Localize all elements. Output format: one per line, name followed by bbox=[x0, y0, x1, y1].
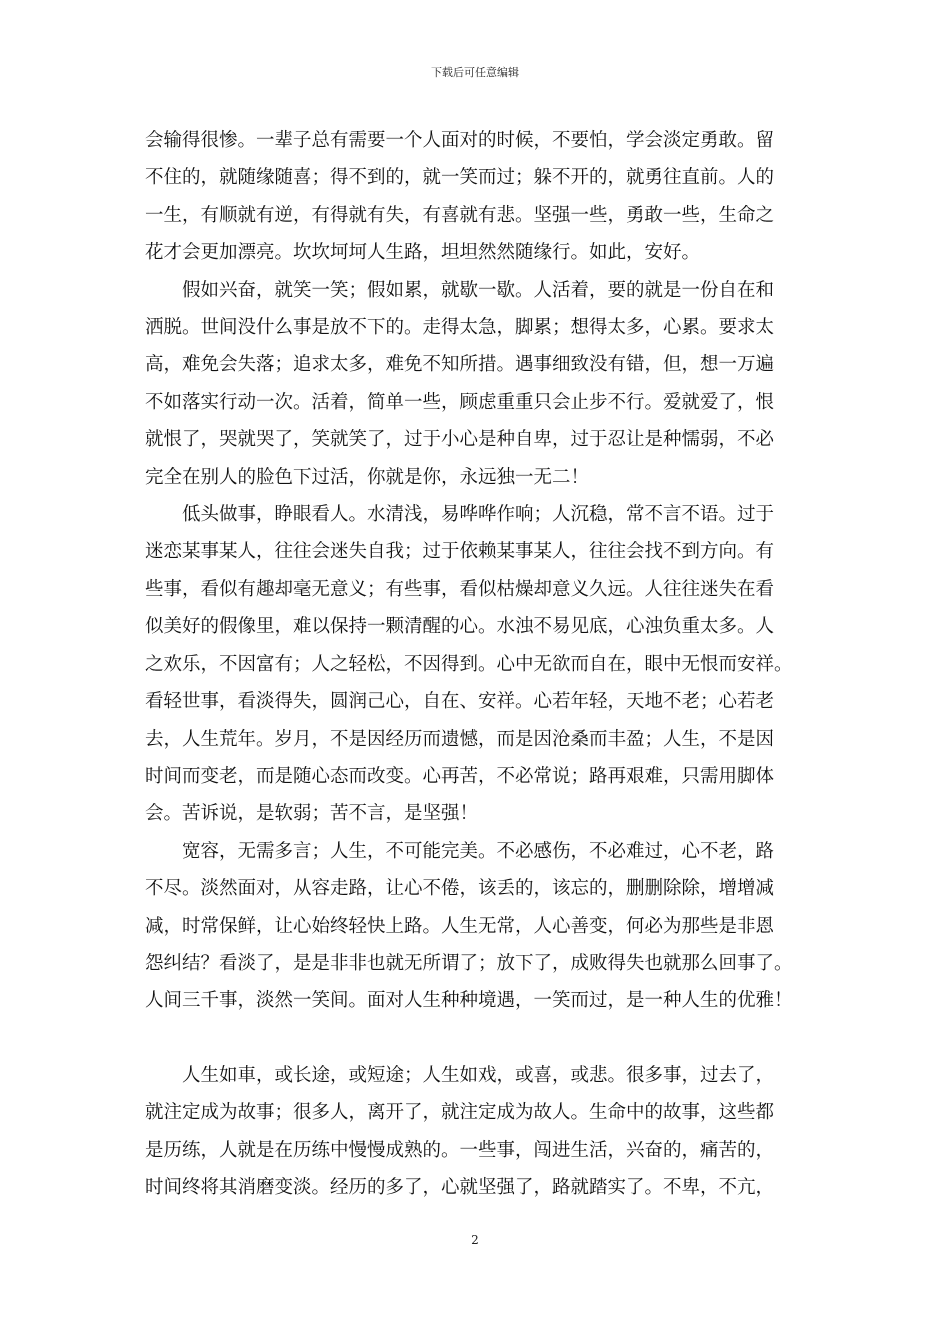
paragraph-1 bbox=[145, 122, 807, 272]
text-line: 会输得很惨。一辈子总有需要一个人面对的时候，不要怕，学会淡定勇敢。留 bbox=[145, 130, 775, 151]
text-line: 减，时常保鲜，让心始终轻快上路。人生无常，人心善变，何必为那些是非恩 bbox=[145, 915, 775, 937]
text-line: 似美好的假像里，难以保持一颗清醒的心。水浊不易见底，心浊负重太多。人 bbox=[145, 616, 775, 638]
text-line: 不如落实行动一次。活着，简单一些，顾虑重重只会止步不行。爱就爱了，恨 bbox=[145, 391, 775, 413]
text-line: 洒脱。世间没什么事是放不下的。走得太急，脚累；想得太多，心累。要求太 bbox=[145, 317, 775, 339]
page-number: 2 bbox=[471, 1233, 479, 1247]
paragraph-2 bbox=[145, 272, 807, 496]
text-line: 会。苦诉说，是软弱；苦不言，是坚强！ bbox=[145, 803, 479, 825]
text-line: 就恨了，哭就哭了，笑就笑了，过于小心是种自卑，过于忍让是种懦弱，不必 bbox=[145, 429, 775, 451]
text-line: 看轻世事，看淡得失，圆润己心，自在、安祥。心若年轻，天地不老；心若老 bbox=[145, 691, 775, 713]
text-line: 是历练，人就是在历练中慢慢成熟的。一些事，闯进生活，兴奋的，痛苦的， bbox=[145, 1139, 775, 1161]
text-line: 花才会更加漂亮。坎坎坷坷人生路，坦坦然然随缘行。如此，安好。 bbox=[145, 242, 701, 264]
paragraph-5 bbox=[145, 1057, 807, 1207]
text-line: 之欢乐，不因富有；人之轻松，不因得到。心中无欲而自在，眼中无恨而安祥。 bbox=[145, 653, 793, 675]
text-line: 不尽。淡然面对，从容走路，让心不倦，该丢的，该忘的，删删除除，增增减 bbox=[145, 878, 775, 900]
text-line: 假如兴奋，就笑一笑；假如累，就歇一歇。人活着，要的就是一份自在和 bbox=[182, 279, 775, 301]
page-header: 下载后可任意编辑 bbox=[431, 66, 519, 79]
paragraph-gap bbox=[145, 1020, 807, 1057]
text-line: 迷恋某事某人，往往会迷失自我；过于依赖某事某人，往往会找不到方向。有 bbox=[145, 541, 775, 563]
text-line: 低头做事，睁眼看人。水清浅，易哗哗作响；人沉稳，常不言不语。过于 bbox=[182, 504, 775, 526]
text-line: 时间终将其消磨变淡。经历的多了，心就坚强了，路就踏实了。不卑，不亢， bbox=[145, 1176, 775, 1198]
text-line: 人生如車，或长途，或短途；人生如戏，或喜，或悲。很多事，过去了， bbox=[182, 1064, 775, 1086]
document-body bbox=[145, 122, 807, 1206]
text-line: 高，难免会失落；追求太多，难免不知所措。遇事细致没有错，但，想一万遍 bbox=[145, 354, 775, 376]
text-line: 人间三千事，淡然一笑间。面对人生种种境遇，一笑而过，是一种人生的优雅！ bbox=[145, 990, 793, 1012]
text-line: 些事，看似有趣却毫无意义；有些事，看似枯燥却意义久远。人往往迷失在看 bbox=[145, 578, 775, 600]
text-line: 完全在别人的脸色下过活，你就是你，永远独一无二！ bbox=[145, 466, 590, 488]
text-line: 怨纠结？看淡了，是是非非也就无所谓了；放下了，成败得失也就那么回事了。 bbox=[145, 952, 793, 974]
text-line: 不住的，就随缘随喜；得不到的，就一笑而过；躲不开的，就勇往直前。人的 bbox=[145, 167, 775, 189]
text-line: 一生，有顺就有逆，有得就有失，有喜就有悲。坚强一些，勇敢一些，生命之 bbox=[145, 204, 775, 226]
text-line: 宽容，无需多言；人生，不可能完美。不必感伤，不必难过，心不老，路 bbox=[182, 840, 775, 862]
text-line: 时间而变老，而是随心态而改变。心再苦，不必常说；路再艰难，只需用脚体 bbox=[145, 765, 775, 787]
paragraph-4 bbox=[145, 833, 807, 1020]
text-line: 去，人生荒年。岁月，不是因经历而遗憾，而是因沧桑而丰盈；人生，不是因 bbox=[145, 728, 775, 750]
paragraph-3 bbox=[145, 496, 807, 833]
text-line: 就注定成为故事；很多人，离开了，就注定成为故人。生命中的故事，这些都 bbox=[145, 1102, 775, 1124]
